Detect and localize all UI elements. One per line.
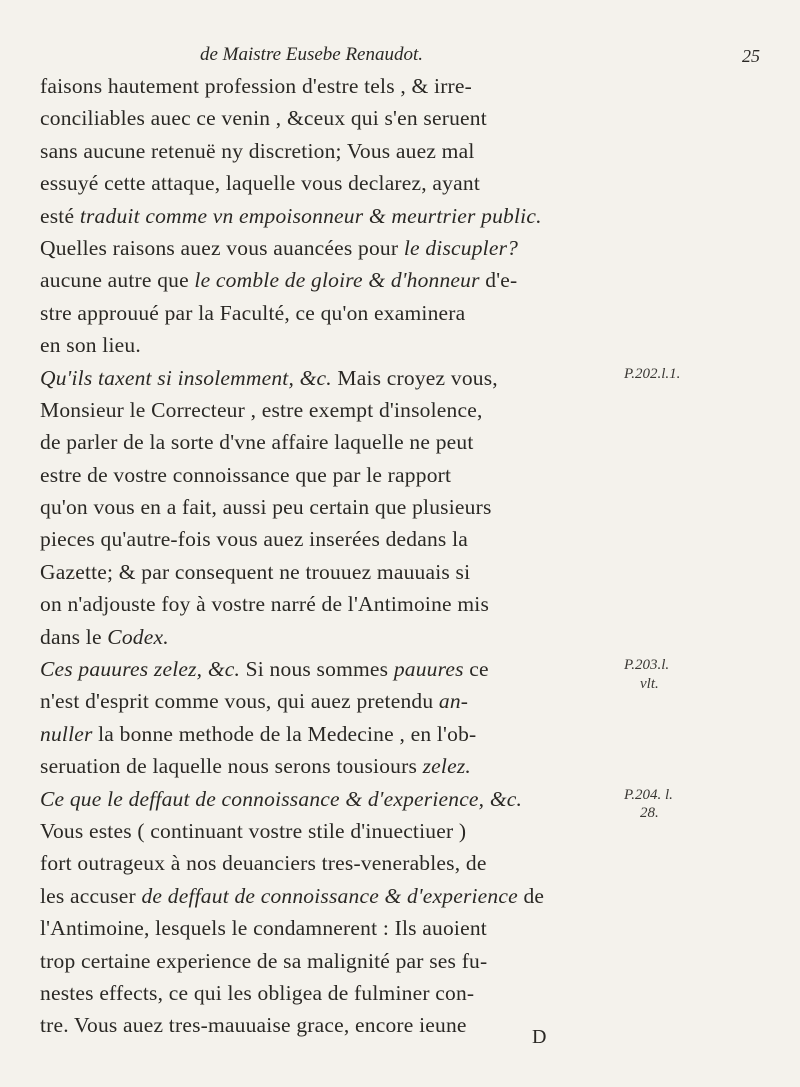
text-span: pieces qu'autre-fois vous auez inserées dedans la: [40, 527, 468, 552]
margin-note: P.202.l.1.: [624, 365, 681, 382]
text-span: on n'adjouste foy à vostre narré de l'Antimoine mis: [40, 592, 490, 617]
text-span: Si nous sommes: [240, 657, 394, 682]
italic-span: Ces pauures zelez, &c.: [40, 657, 241, 682]
text-line: [40, 167, 620, 199]
text-span: aucune autre que: [40, 268, 195, 293]
text-line: [40, 200, 620, 232]
text-line: [40, 102, 620, 134]
text-span: l'Antimoine, lesquels le condamnerent : Ils auoient: [40, 916, 487, 941]
page-number: 25: [742, 46, 760, 66]
text-line: [40, 459, 620, 491]
text-span: Monsieur le Correcteur , estre exempt d'insolence,: [40, 397, 483, 422]
margin-note: P.204. l.: [624, 786, 673, 803]
text-span: esté: [40, 203, 80, 228]
text-line: [40, 621, 620, 653]
text-span: tre. Vous auez tres-mauuaise grace, encore ieune: [40, 1013, 467, 1038]
text-span: Vous estes ( continuant vostre stile d'inuectiuer ): [40, 818, 467, 843]
text-span: les accuser: [40, 883, 142, 908]
italic-span: Ce que le deffaut de connoissance & d'experience, &c.: [40, 786, 523, 811]
text-span: en son lieu.: [40, 333, 141, 358]
margin-note: 28.: [640, 805, 659, 822]
margin-note: P.203.l.: [624, 657, 670, 674]
text-line: [40, 394, 620, 426]
text-line: [40, 685, 620, 717]
text-span: Gazette; & par consequent ne trouuez mauuais si: [40, 559, 471, 584]
text-line: [40, 264, 620, 296]
text-span: ce: [463, 657, 489, 682]
text-line: [40, 556, 620, 588]
text-span: nestes effects, ce qui les obligea de fulminer con-: [40, 980, 475, 1005]
text-span: Quelles raisons auez vous auancées pour: [40, 235, 404, 260]
text-span: d'e-: [479, 268, 518, 293]
italic-span: le comble de gloire & d'honneur: [194, 268, 480, 293]
text-line: [40, 880, 620, 912]
text-line: [40, 362, 620, 394]
text-span: estre de vostre connoissance que par le rapport: [40, 462, 452, 487]
margin-note: vlt.: [640, 675, 659, 692]
text-span: la bonne methode de la Medecine , en l'ob-: [92, 721, 477, 746]
italic-span: Codex.: [107, 624, 169, 649]
text-line: [40, 783, 620, 815]
text-span: sans aucune retenuë ny discretion; Vous auez mal: [40, 138, 475, 163]
text-span: essuyé cette attaque, laquelle vous declarez, ayant: [40, 171, 480, 196]
text-line: [40, 135, 620, 167]
text-span: n'est d'esprit comme vous, qui auez pretendu: [40, 689, 439, 714]
text-span: seruation de laquelle nous serons tousiours: [40, 754, 423, 779]
text-line: [40, 653, 620, 685]
text-line: [40, 523, 620, 555]
italic-span: Qu'ils taxent si insolemment, &c.: [40, 365, 332, 390]
italic-span: an-: [438, 689, 469, 714]
text-span: dans le: [40, 624, 108, 649]
text-span: trop certaine experience de sa malignité par ses fu-: [40, 948, 488, 973]
italic-span: nuller: [40, 721, 93, 746]
text-line: [40, 750, 620, 782]
text-line: [40, 491, 620, 523]
italic-span: traduit comme vn empoisonneur & meurtrier public.: [79, 203, 542, 228]
text-line: [40, 977, 620, 1009]
text-line: [40, 847, 620, 879]
text-span: de: [517, 883, 545, 908]
text-line: [40, 718, 620, 750]
text-span: Mais croyez vous,: [331, 365, 498, 390]
italic-span: pauures: [393, 657, 464, 682]
italic-span: zelez.: [422, 754, 471, 779]
text-line: [40, 815, 620, 847]
text-line: [40, 329, 620, 361]
text-line: [40, 297, 620, 329]
text-line: [40, 70, 620, 102]
text-span: conciliables auec ce venin , &ceux qui s'en seruent: [40, 106, 487, 131]
body-text: [40, 70, 620, 1042]
text-line: [40, 232, 620, 264]
text-span: fort outrageux à nos deuanciers tres-venerables, de: [40, 851, 487, 876]
text-span: qu'on vous en a fait, aussi peu certain que plusieurs: [40, 495, 492, 520]
text-line: [40, 426, 620, 458]
running-title: de Maistre Eusebe Renaudot.: [200, 44, 424, 65]
text-line: [40, 945, 620, 977]
italic-span: le discupler?: [403, 235, 519, 260]
italic-span: de deffaut de connoissance & d'experience: [141, 883, 518, 908]
text-span: stre approuué par la Faculté, ce qu'on examinera: [40, 300, 466, 325]
text-span: de parler de la sorte d'vne affaire laquelle ne peut: [40, 430, 474, 455]
text-line: [40, 588, 620, 620]
text-span: faisons hautement profession d'estre tels , & irre-: [40, 74, 473, 98]
signature-mark: D: [532, 1026, 547, 1048]
text-line: [40, 912, 620, 944]
